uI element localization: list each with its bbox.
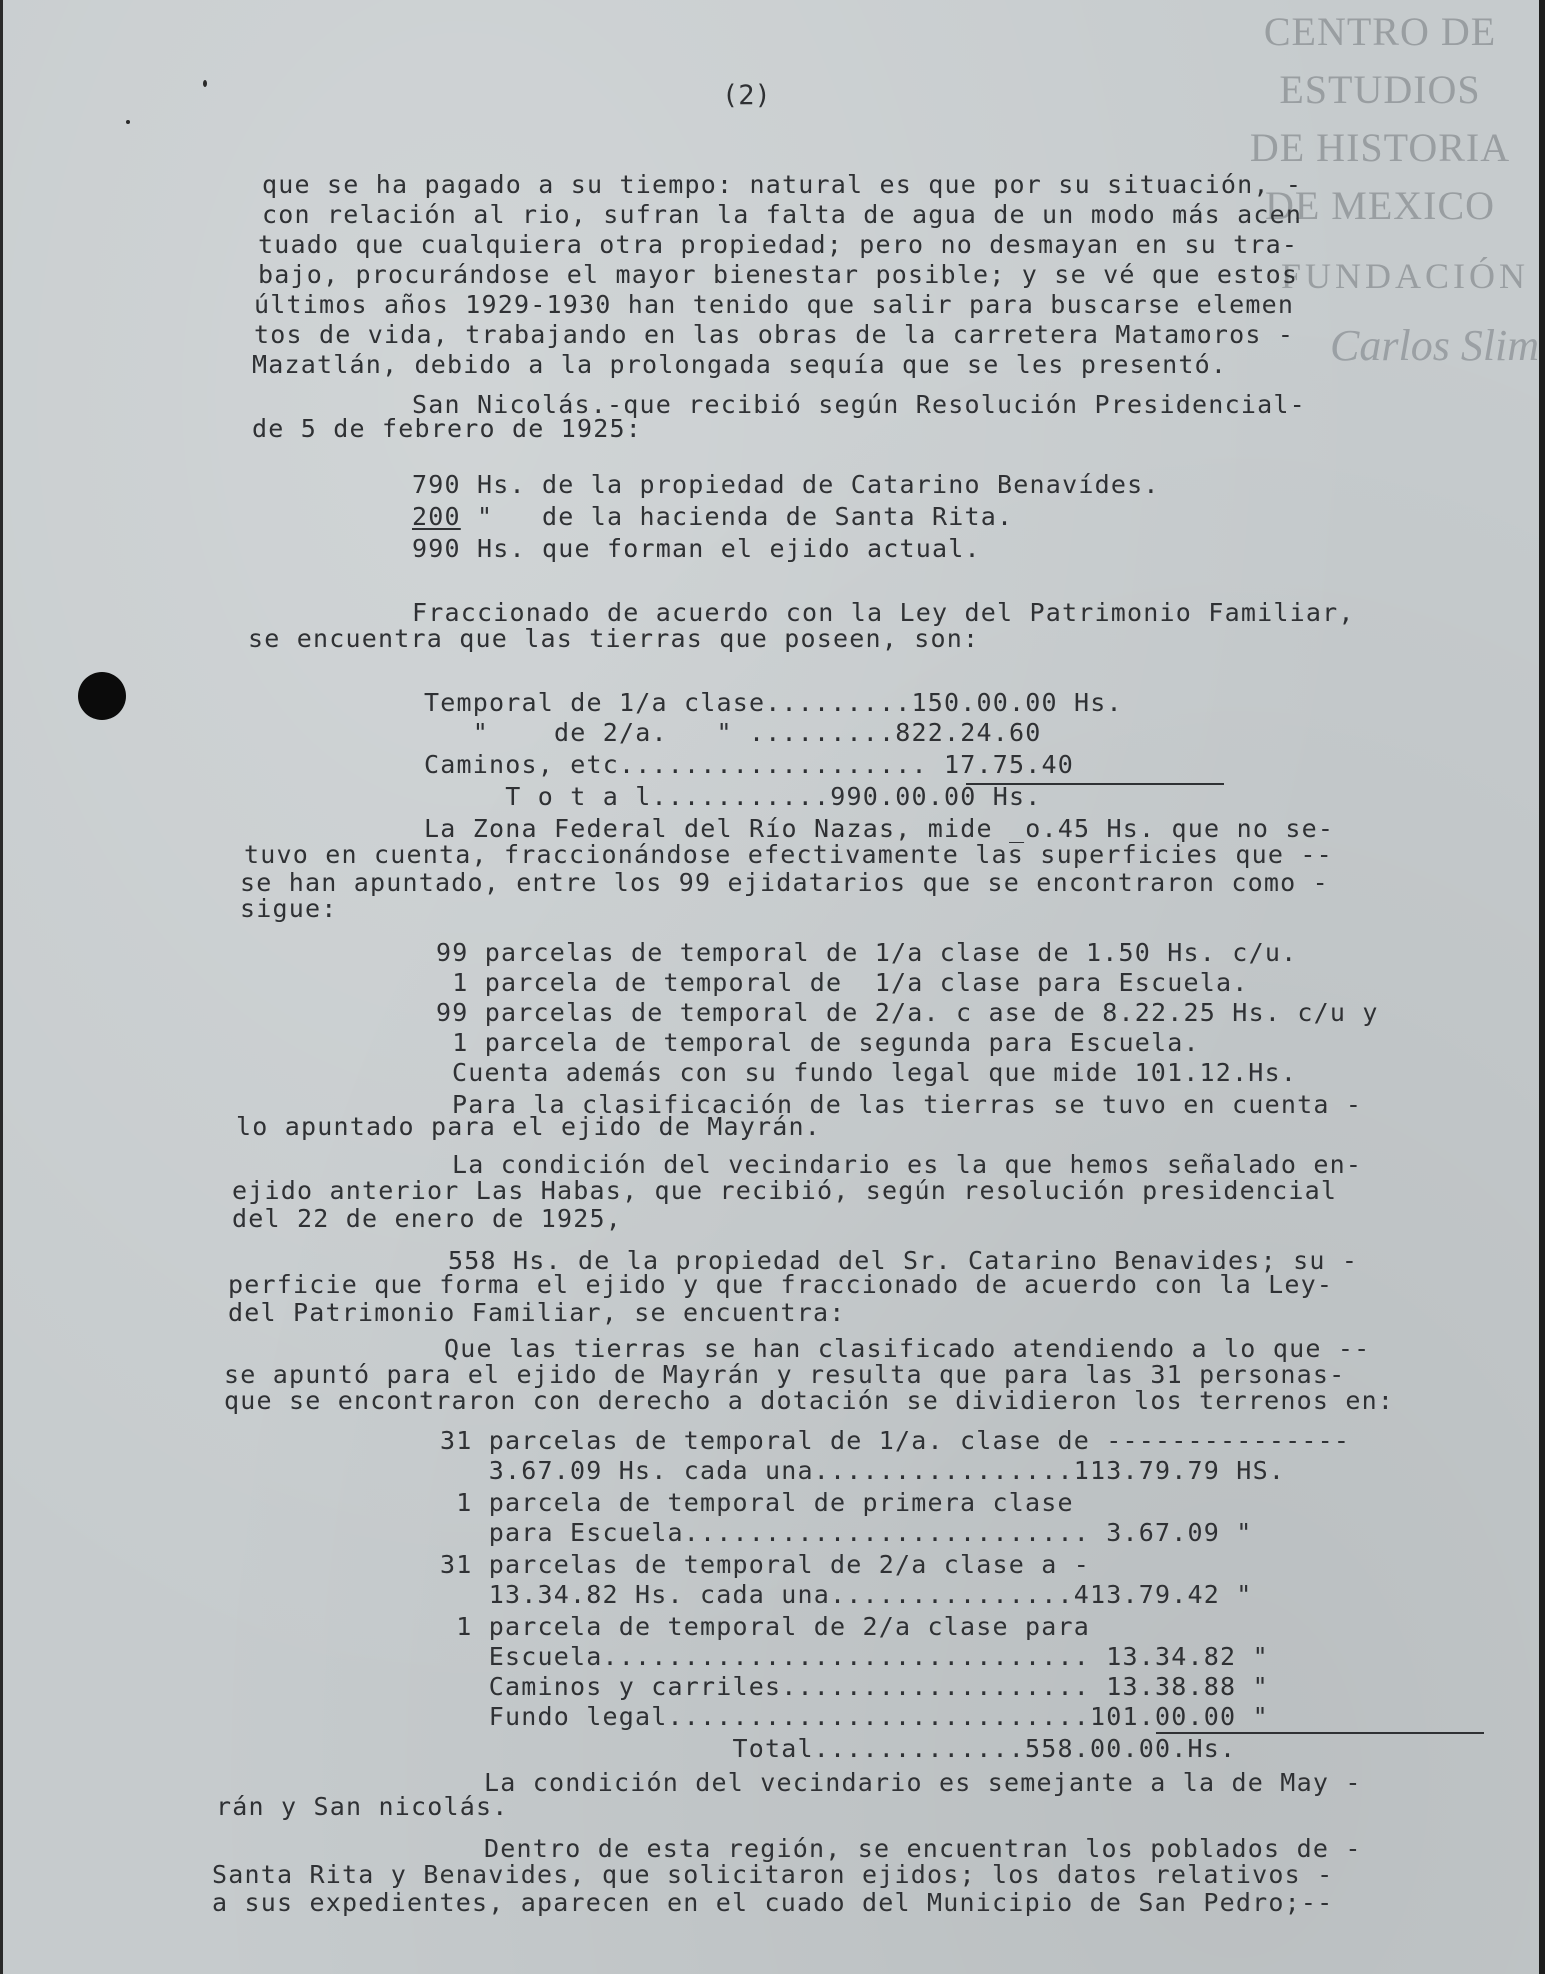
punch-hole (78, 672, 126, 720)
para7-line: del Patrimonio Familiar, se encuentra: (228, 1298, 846, 1327)
para1-line: tos de vida, trabajando en las obras de la carretera Matamoros - (254, 320, 1295, 349)
para9-line: La condición del vecindario es semejante a la de May - (484, 1768, 1362, 1797)
para4-line: se han apuntado, entre los 99 ejidatarios que se encontraron como - (240, 868, 1329, 897)
ejido-table-row: Escuela.............................. 13.34.82 " (440, 1642, 1269, 1671)
para2-line: San Nicolás.-que recibió según Resolución Presidencial- (412, 390, 1306, 419)
san-nicolas-row (412, 472, 1160, 497)
land-table-total: T o t a l...........990.00.00 Hs. (424, 782, 1042, 811)
san-nicolas-row (412, 504, 1013, 529)
para6-line: La condición del vecindario es la que hemos señalado en- (452, 1150, 1363, 1179)
para3-line: se encuentra que las tierras que poseen, son: (248, 624, 980, 653)
para4-line: sigue: (240, 894, 338, 923)
para10-line: Santa Rita y Benavides, que solicitaron ejidos; los datos relativos - (212, 1860, 1334, 1889)
para3-line: Fraccionado de acuerdo con la Ley del Patrimonio Familiar, (412, 598, 1355, 627)
para6-line: ejido anterior Las Habas, que recibió, según resolución presidencial (232, 1176, 1338, 1205)
parcel-line: 99 parcelas de temporal de 2/a. c ase de 8.22.25 Hs. c/u y (436, 998, 1379, 1027)
para1-line: Mazatlán, debido a la prolongada sequía que se les presentó. (252, 350, 1228, 379)
watermark-line-4: DE MEXICO (1264, 183, 1496, 228)
parcel-line: 99 parcelas de temporal de 1/a clase de 1.50 Hs. c/u. (436, 938, 1298, 967)
row-text: Hs. que forman el ejido actual. (460, 534, 981, 563)
land-table-row: Caminos, etc................... 17.75.40 (424, 750, 1075, 779)
para8-line: que se encontraron con derecho a dotación se dividieron los terrenos en: (224, 1386, 1395, 1415)
land-table-row: " de 2/a. " .........822.24.60 (424, 718, 1042, 747)
watermark-line-5: FUNDACIÓN (1280, 256, 1529, 296)
para8-line: se apuntó para el ejido de Mayrán y resulta que para las 31 personas- (224, 1360, 1346, 1389)
para1-line: últimos años 1929-1930 han tenido que salir para buscarse elemen (254, 290, 1295, 319)
parcel-line: 1 parcela de temporal de segunda para Escuela. (436, 1028, 1200, 1057)
ejido-table-row: Caminos y carriles................... 13.38.88 " (440, 1672, 1269, 1701)
para10-line: a sus expedientes, aparecen en el cuado del Municipio de San Pedro;-- (212, 1888, 1334, 1917)
watermark-signature: Carlos Slim (1330, 321, 1540, 370)
para10-line: Dentro de esta región, se encuentran los poblados de - (484, 1834, 1362, 1863)
scan-edge-left (0, 0, 3, 1974)
para1-line: tuado que cualquiera otra propiedad; pero no desmayan en su tra- (258, 230, 1299, 259)
parcel-line: 1 parcela de temporal de 1/a clase para Escuela. (436, 968, 1249, 997)
ejido-table-row: 3.67.09 Hs. cada una................113.79.79 HS. (440, 1456, 1286, 1485)
ejido-table-row: 1 parcela de temporal de 2/a clase para (440, 1612, 1091, 1641)
para4-line: tuvo en cuenta, fraccionándose efectivamente las superficies que -- (244, 840, 1333, 869)
ejido-table-row: para Escuela......................... 3.67.09 " (440, 1518, 1253, 1547)
para1-line: bajo, procurándose el mayor bienestar posible; y se vé que estos (258, 260, 1299, 289)
page-number: (2) (722, 80, 771, 111)
para7-line: 558 Hs. de la propiedad del Sr. Catarino Benavides; su - (448, 1246, 1359, 1275)
watermark-line-2: ESTUDIOS (1279, 67, 1481, 112)
ejido-table-row: 31 parcelas de temporal de 2/a clase a - (440, 1550, 1091, 1579)
ejido-table-row: Fundo legal..........................101.00.00 " (440, 1702, 1269, 1731)
para2-line: de 5 de febrero de 1925: (252, 414, 643, 443)
land-table-row: Temporal de 1/a clase.........150.00.00 Hs. (424, 688, 1123, 717)
watermark-line-1: CENTRO DE (1263, 9, 1497, 54)
row-quantity: 990 (412, 534, 461, 563)
san-nicolas-row (412, 536, 981, 561)
para9-line: rán y San nicolás. (216, 1792, 509, 1821)
ejido-table-row: 31 parcelas de temporal de 1/a. clase de --------------- (440, 1426, 1351, 1455)
ejido-table-row: 1 parcela de temporal de primera clase (440, 1488, 1074, 1517)
row-text: Hs. de la propiedad de Catarino Benavídes. (460, 470, 1160, 499)
watermark-line-3: DE HISTORIA (1249, 125, 1511, 170)
ejido-table-row: 13.34.82 Hs. cada una...............413.79.42 " (440, 1580, 1253, 1609)
row-text: " de la hacienda de Santa Rita. (460, 502, 1014, 531)
row-quantity: 200 (412, 502, 461, 531)
ink-speck (126, 120, 130, 124)
row-quantity: 790 (412, 470, 461, 499)
para1-line: con relación al rio, sufran la falta de agua de un modo más acen (262, 200, 1303, 229)
para4-line: La Zona Federal del Río Nazas, mide _o.45 Hs. que no se- (424, 814, 1335, 843)
ink-speck (203, 80, 207, 87)
para1-line: que se ha pagado a su tiempo: natural es que por su situación, - (262, 170, 1303, 199)
para8-line: Que las tierras se han clasificado atendiendo a lo que -- (444, 1334, 1371, 1363)
para6-line: del 22 de enero de 1925, (232, 1204, 623, 1233)
parcel-line: Cuenta además con su fundo legal que mide 101.12.Hs. (452, 1058, 1298, 1087)
ejido-table-total: Total.............558.00.00.Hs. (440, 1734, 1237, 1763)
para7-line: perficie que forma el ejido y que fraccionado de acuerdo con la Ley- (228, 1270, 1334, 1299)
para5-line: Para la clasificación de las tierras se tuvo en cuenta - (452, 1090, 1363, 1119)
para5-line: lo apuntado para el ejido de Mayrán. (236, 1112, 822, 1141)
